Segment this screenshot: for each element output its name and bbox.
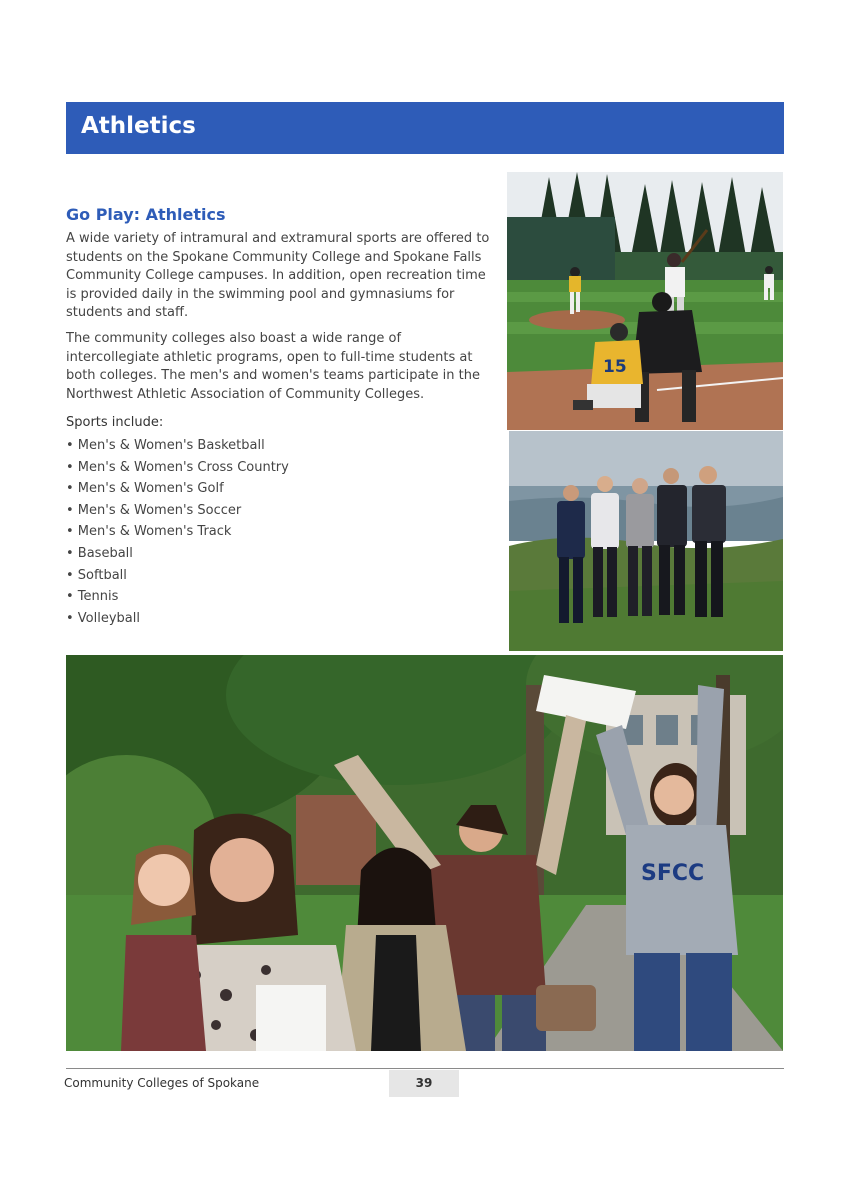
list-item: • Softball [66,567,127,583]
golf-team-photo [509,431,783,651]
sports-heading: Sports include: [66,415,164,431]
list-item: • Baseball [66,545,133,561]
section-banner [66,102,784,154]
page-title: Athletics [81,113,196,139]
jersey-number: 15 [603,357,627,377]
sports-list [66,435,491,629]
intro-paragraph: A wide variety of intramural and extramural sports are offered to students on the Spokane Community College and Spokane Falls Community College campuses. In addition, open recreation time is provided daily in the swimming pool and gymnasiums for students and staff. [66,231,490,321]
list-item: • Men's & Women's Track [66,524,232,540]
section-heading: Go Play: Athletics [66,205,226,224]
sweatshirt-text: SFCC [641,861,705,886]
list-item: • Men's & Women's Basketball [66,437,265,453]
list-item: • Men's & Women's Golf [66,481,224,497]
intercollegiate-paragraph: The community colleges also boast a wide range of intercollegiate athletic programs, open to full-time students at both colleges. The men's and women's teams participate in the Northwest Athletic Association of Community Colleges. [66,330,480,402]
campus-students-photo [66,655,783,1051]
list-item: • Men's & Women's Cross Country [66,459,289,475]
list-item: • Volleyball [66,610,140,626]
content-column [66,205,491,629]
footer-divider [66,1068,784,1069]
footer-organization: Community Colleges of Spokane [64,1076,260,1090]
page-number: 39 [389,1070,459,1097]
baseball-photo [507,172,783,430]
list-item: • Tennis [66,589,119,605]
list-item: • Men's & Women's Soccer [66,502,242,518]
